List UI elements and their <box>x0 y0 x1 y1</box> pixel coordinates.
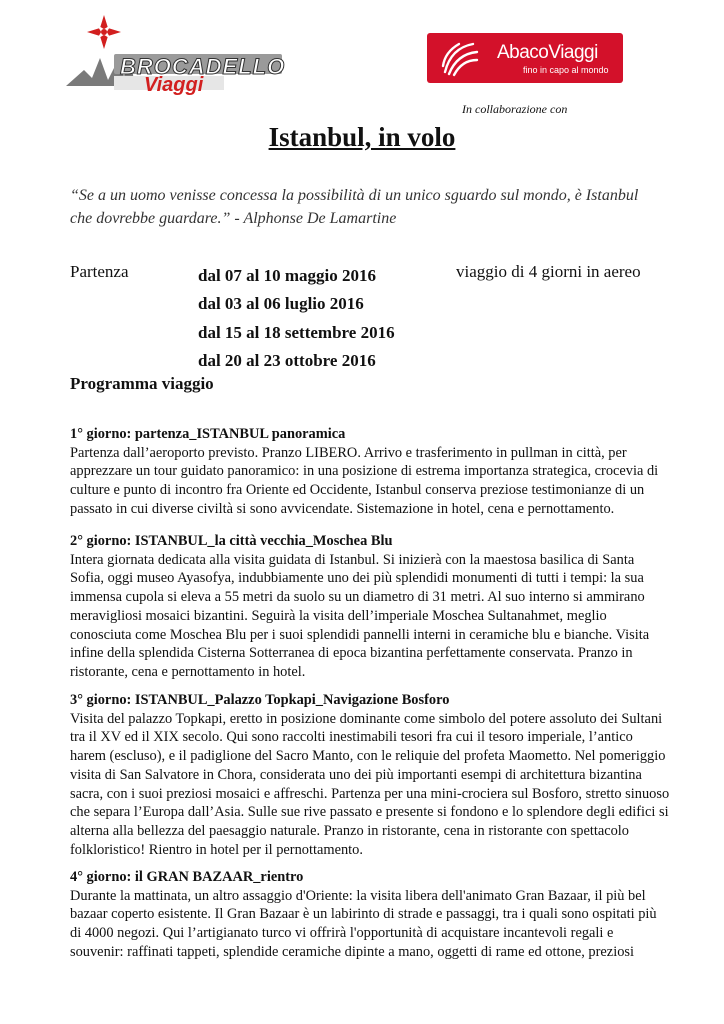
day-section <box>70 425 670 519</box>
day-section <box>70 532 670 682</box>
day-title: 1° giorno: partenza_ISTANBUL panoramica <box>70 426 346 442</box>
brocadello-logo-title: BROCADELLO <box>120 54 286 79</box>
trip-duration: viaggio di 4 giorni in aereo <box>456 262 641 281</box>
departure-date: dal 03 al 06 luglio 2016 <box>198 294 364 314</box>
day-title: 2° giorno: ISTANBUL_la città vecchia_Moschea Blu <box>70 533 393 549</box>
day-section <box>70 868 670 962</box>
day-section <box>70 691 670 859</box>
departure-date: dal 07 al 10 maggio 2016 <box>198 266 377 285</box>
abacoviaggi-logo <box>427 33 623 83</box>
abacoviaggi-logo-tagline: fino in capo al mondo <box>523 65 609 75</box>
day-description: Durante la mattinata, un altro assaggio d'Oriente: la visita libera dell'animato Gran Bazaar, il più bel bazaar coperto esistente. Il Gran Bazaar è un labirinto di strade e passaggi, tra i quali sono ospitati più di 4000 negozi. Qui l’artigianato turco vi offrirà l'opportunità di acquistare incantevoli regali e souvenir: raffinati tappeti, splendide ceramiche dipinte a mano, oggetti di rame ed ottone, preziosi <box>70 887 657 960</box>
day-description: Partenza dall’aeroporto previsto. Pranzo LIBERO. Arrivo e trasferimento in pullman in città, per apprezzare un tour guidato panoramico: in una posizione di estrema importanza strategica, crocevia di culture e punto di incontro fra Oriente ed Occidente, Istanbul conserva preziose testimonianze di un passato in cui diverse civiltà si sono avvicendate. Sistemazione in hotel, cena e pernottamento. <box>70 444 659 517</box>
page-title: Istanbul, in volo <box>268 122 456 152</box>
collaboration-note: In collaborazione con <box>462 102 568 116</box>
departure-date: dal 20 al 23 ottobre 2016 <box>198 350 376 370</box>
departure-date: dal 15 al 18 settembre 2016 <box>198 322 395 342</box>
brocadello-logo-subtitle: Viaggi <box>144 74 204 96</box>
abacoviaggi-swirl-icon <box>437 38 481 78</box>
day-title: 4° giorno: il GRAN BAZAAR_rientro <box>70 869 304 885</box>
program-heading: Programma viaggio <box>70 374 214 393</box>
brocadello-logo <box>64 14 294 94</box>
day-description: Intera giornata dedicata alla visita guidata di Istanbul. Si inizierà con la maestosa basilica di Santa Sofia, oggi museo Ayasofya, indubbiamente uno dei più splendidi monumenti di tutti i tempi: la sua immensa cupola si eleva a 55 metri da suolo su un diametro di 31 metri. Al suo interno si ammirano meravigliosi mosaici bizantini. Seguirà la visita dell’imperiale Moschea Sultanahmet, meglio conosciuta come Moschea Blu per i suoi splendidi pannelli interni in ceramiche blu e bianche. Visita infine della splendida Cisterna Sotterranea di epoca bizantina perfettamente conservata. Pranzo in ristorante, cena e pernottamento in hotel. <box>70 551 650 680</box>
departure-label: Partenza <box>70 262 129 281</box>
intro-quote: “Se a un uomo venisse concessa la possibilità di un unico sguardo sul mondo, è Istanbul che dovrebbe guardare.” - Alphonse De Lamartine <box>70 187 639 227</box>
abacoviaggi-logo-name: AbacoViaggi <box>497 42 598 63</box>
day-title: 3° giorno: ISTANBUL_Palazzo Topkapi_Navigazione Bosforo <box>70 692 450 708</box>
departure-dates <box>198 262 395 375</box>
day-description: Visita del palazzo Topkapi, eretto in posizione dominante come simbolo del potere assoluto dei Sultani tra il XV ed il XIX secolo. Qui sono raccolti inestimabili tesori fra cui il tesoro imperiale, l’antico harem (escluso), e il padiglione del Sacro Manto, con le reliquie del profeta Maometto. Nel pomeriggio visita di San Salvatore in Chora, considerata uno dei più importanti esempi di architettura bizantina sacra, con i suoi preziosi mosaici e affreschi. Partenza per una mini-crociera sul Bosforo, stretto sinuoso che separa l’Europa dall’Asia. Sulle sue rive passato e presente si fondono e lo splendore degli edifici si alterna alla bellezza del paesaggio naturale. Pranzo in ristorante, cena in ristorante con spettacolo folkloristico! Rientro in hotel per il pernottamento. <box>70 710 670 858</box>
